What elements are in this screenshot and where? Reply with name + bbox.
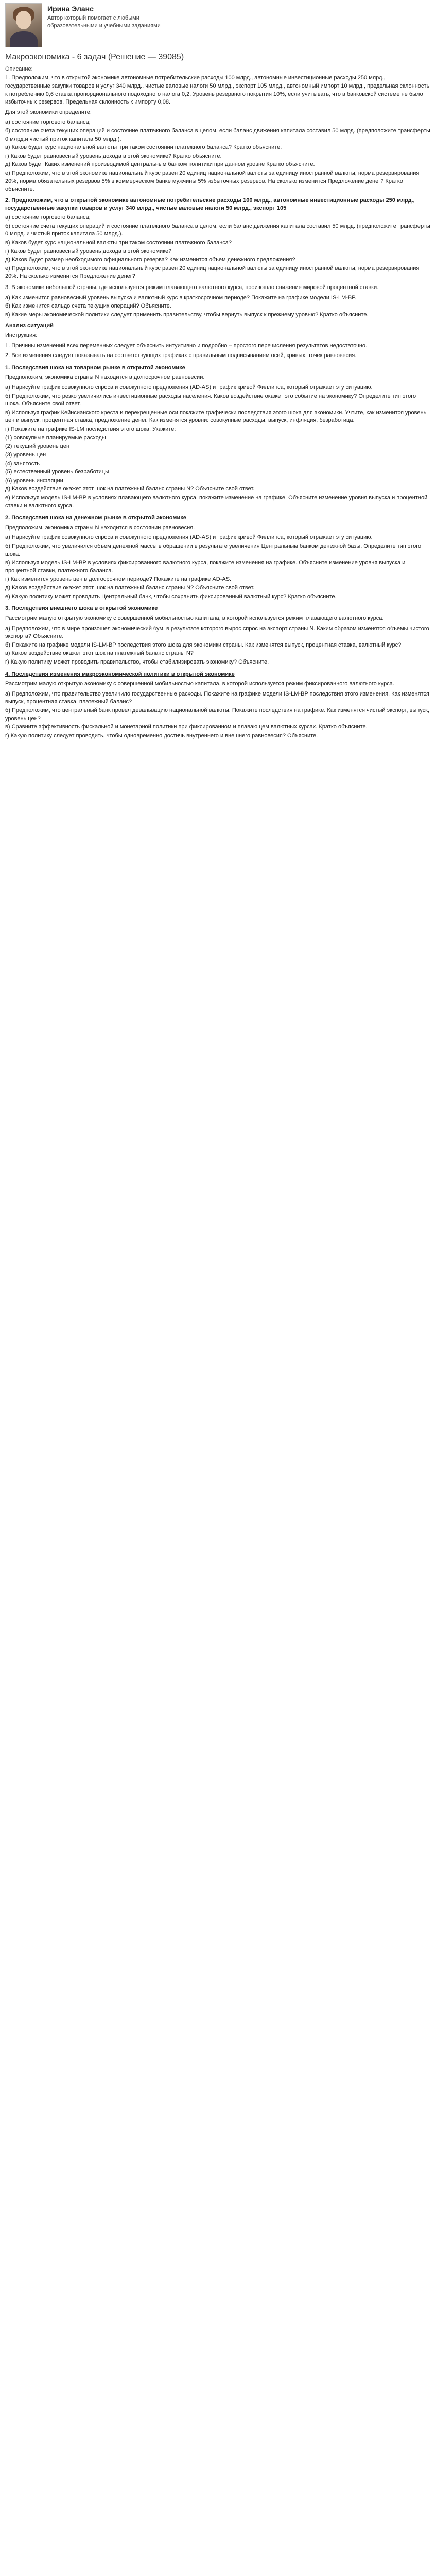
list-item: (6) уровень инфляции [5, 477, 63, 484]
case-title: 3. Последствия внешнего шока в открытой экономике [5, 605, 158, 612]
list-item: г) Каков будет равновесный уровень дохода в этой экономике? [5, 248, 172, 255]
analysis-section [5, 322, 431, 740]
list-item: (2) текущий уровень цен [5, 443, 70, 450]
list-item: в) Используя график Кейнсианского креста и перекрещенные оси покажите графически последствия этого шока для экономики. Учтите, как изменится уровень цен и выпуск, процентная ставка, предложение денег. Как изменятся уровни: совокупные расходы, выпуск, инфляция, безработица. [5, 409, 427, 424]
list-item: б) Предположим, что центральный банк провел девальвацию национальной валюты. Покажите последствия на графике. Как изменятся чистый экспорт, выпуск, уровень цен? [5, 707, 429, 722]
list-item: а) Предположим, что в мире произошел экономический бум, в результате которого вырос спрос на экспорт страны N. Каким образом изменятся объемы чистого экспорта? Объясните. [5, 625, 429, 640]
task-3 [5, 284, 431, 319]
list-item: б) Как изменится сальдо счета текущих операций? Объясните. [5, 303, 171, 310]
list-item: в) Каков будет курс национальной валюты при таком состоянии платежного баланса? [5, 239, 232, 246]
instruction-label: Инструкция: [5, 332, 38, 338]
list-item: б) состояние счета текущих операций и состояние платежного баланса в целом, если баланс движения капитала составил 50 млрд. (предположите трансферты 0 млрд. и чистый приток капитала 50 млрд.). [5, 223, 430, 238]
task-1-intro: Для этой экономики определите: [5, 109, 92, 115]
author-info [47, 3, 181, 30]
list-item: е) Предположим, что в этой экономике национальный курс равен 20 единиц национальной валюты за единицу иностранной валюты, норма резервирования 20%. На сколько изменится Предложение денег? [5, 265, 420, 280]
analysis-case-1 [5, 364, 431, 510]
document-title: Макроэкономика - 6 задач (Решение — 39085) [5, 53, 184, 61]
analysis-case-2 [5, 514, 431, 601]
list-item: в) Используя модель IS-LM-BP в условиях фиксированного валютного курса, покажите изменения на графике. Объясните изменение уровня выпуска и процентной ставки, платежного баланса. [5, 560, 406, 574]
case-text: Предположим, экономика страны N находится в состоянии равновесия. [5, 524, 195, 531]
list-item: б) Покажите на графике модели IS-LM-BP последствия этого шока для экономики страны. Как изменятся выпуск, процентная ставка, валютный курс? [5, 641, 402, 648]
task-1-items [5, 118, 431, 193]
list-item: (3) уровень цен [5, 451, 46, 458]
list-item: е) Какую политику может проводить Центральный банк, чтобы сохранить фиксированный валютный курс? Кратко объясните. [5, 593, 337, 600]
list-item: в) Каков будет курс национальной валюты при таком состоянии платежного баланса? Кратко объясните. [5, 144, 282, 151]
list-item: д) Каков воздействие окажет этот шок на платежный баланс страны N? Объясните свой ответ. [5, 585, 255, 591]
author-bio: Автор который помогает с любыми образовательными и учебными заданиями [47, 14, 161, 29]
list-item: а) Как изменится равновесный уровень выпуска и валютный курс в краткосрочном периоде? Покажите на графике модели IS-LM-BP. [5, 294, 357, 301]
analysis-case-3 [5, 605, 431, 666]
list-item: (1) совокупные планируемые расходы [5, 434, 106, 441]
list-item: а) состояние торгового баланса; [5, 214, 91, 221]
case-items [5, 534, 431, 601]
case-items [5, 690, 431, 740]
list-item: г) Какую политику может проводить правительство, чтобы стабилизировать экономику? Объясните. [5, 658, 269, 665]
list-item: д) Каков будет размер необходимого официального резерва? Как изменится объем денежного предложения? [5, 257, 295, 263]
case-text: Рассмотрим малую открытую экономику с совершенной мобильностью капитала, в которой используется режим фиксированного валютного курса. [5, 681, 394, 687]
list-item: а) Нарисуйте график совокупного спроса и совокупного предложения (AD-AS) и график кривой Филлипса, который отражает эту ситуацию. [5, 534, 373, 541]
list-item: в) Сравните эффективность фискальной и монетарной политики при фиксированном и плавающем валютных курсах. Кратко объясните. [5, 724, 368, 731]
description-caption: Описание: [5, 65, 33, 72]
task-3-items [5, 294, 431, 319]
avatar-face [16, 11, 31, 29]
instruction-2: 2. Все изменения следует показывать на соответствующих графиках с правильным подписыванием осей, кривых, точек равновесия. [5, 352, 357, 359]
list-item: б) Предположим, что резко увеличились инвестиционные расходы населения. Каков воздействие окажет это событие на экономику? Определите тип этого шока. Объясните свой ответ. [5, 393, 416, 408]
list-item: (5) естественный уровень безработицы [5, 469, 109, 476]
avatar-body [10, 31, 38, 47]
list-item: б) состояние счета текущих операций и состояние платежного баланса в целом, если баланс движения капитала составил 50 млрд. (предположите трансферты 0 млрд.и чистый приток капитала 50 млрд.). [5, 127, 430, 142]
author-header [5, 3, 431, 47]
list-item: а) Нарисуйте график совокупного спроса и совокупного предложения (AD-AS) и график кривой Филлипса, который отражает эту ситуацию. [5, 384, 373, 391]
list-item: а) Предположим, что правительство увеличило государственные расходы. Покажите на графике модели IS-LM-BP последствия этого изменения. Как изменятся выпуск, процентная ставка, платежный баланс? [5, 690, 429, 705]
list-item: д) Каков воздействие окажет этот шок на платежный баланс страны N? Объясните свой ответ. [5, 486, 255, 493]
task-3-text: 3. В экономике небольшой страны, где используется режим плавающего валютного курса, произошло снижение мировой процентной ставки. [5, 284, 379, 291]
list-item: а) состояние торгового баланса; [5, 119, 91, 126]
list-item: г) Каков будет равновесный уровень дохода в этой экономике? Кратко объясните. [5, 152, 222, 159]
author-name[interactable]: Ирина Эланс [47, 5, 94, 13]
analysis-case-4 [5, 671, 431, 740]
case-text: Предположим, экономика страны N находится в долгосрочном равновесии. [5, 374, 205, 381]
list-item: г) Как изменится уровень цен в долгосрочном периоде? Покажите на графике AD-AS. [5, 576, 232, 583]
list-item: (4) занятость [5, 460, 40, 467]
list-item: в) Какое воздействие окажет этот шок на платежный баланс страны N? [5, 650, 194, 657]
list-item: г) Какую политику следует проводить, чтобы одновременно достичь внутреннего и внешнего равновесия? Объясните. [5, 732, 318, 739]
list-item: г) Покажите на графике IS-LM последствия этого шока. Укажите: [5, 426, 176, 433]
page [0, 0, 436, 748]
case-title: 1. Последствия шока на товарном рынке в открытой экономике [5, 364, 185, 371]
list-item: е) Предположим, что в этой экономике национальный курс равен 20 единиц национальной валюты за единицу иностранной валюты, норма резервирования 20%, норма обязательных резервов 5% в коммерческом банке мужчины 5% избыточных резервов. На сколько изменится Предложение денег? Кратко объясните. [5, 170, 420, 193]
case-items [5, 384, 431, 510]
author-avatar[interactable] [5, 3, 42, 47]
analysis-title: Анализ ситуаций [5, 323, 54, 329]
task-1-text: 1. Предположим, что в открытой экономике автономные потребительские расходы 100 млрд., автономные инвестиционные расходы 250 млрд., государственные закупки товаров и услуг 340 млрд., чистые валовые налоги 50 млрд., экспорт 105 млрд., автономный импорт 10 млрд., предельная склонность к потреблению 0,6 ставка пропорционального подоходного налога 0,2. Уровень резервного покрытия 10%, если учитывать, что в банковской системе не было избыточных резервов. Предельная склонность к импорту 0,08. [5, 75, 430, 106]
list-item: е) Используя модель IS-LM-BP в условиях плавающего валютного курса, покажите изменение на графике. Объясните изменение уровня выпуска и процентной ставки и валютного курса. [5, 494, 428, 509]
task-2 [5, 197, 431, 281]
list-item: б) Предположим, что увеличился объем денежной массы в обращении в результате увеличения Центральным банком денежной базы. Определите тип этого шока. [5, 543, 422, 557]
list-item: д) Каков будет Каких изменений производимой центральным банком политики при данном уровне Кратко объясните. [5, 161, 315, 168]
case-title: 4. Последствия изменения макроэкономической политики в открытой экономике [5, 671, 235, 677]
task-2-text: 2. Предположим, что в открытой экономике автономные потребительские расходы 100 млрд., автономные инвестиционные расходы 250 млрд., государственные закупки товаров и услуг 340 млрд., чистые валовые налоги 50 млрд., экспорт 105 [5, 197, 415, 212]
case-title: 2. Последствия шока на денежном рынке в открытой экономике [5, 515, 186, 521]
task-1 [5, 74, 431, 194]
case-text: Рассмотрим малую открытую экономику с совершенной мобильностью капитала, в которой используется режим плавающего валютного курса. [5, 615, 384, 621]
case-items [5, 625, 431, 667]
instruction-1: 1. Причины изменений всех переменных следует объяснить интуитивно и подробно – простого перечисления результатов недостаточно. [5, 342, 368, 349]
list-item: в) Какие меры экономической политики следует применить правительству, чтобы вернуть выпуск к прежнему уровню? Кратко объясните. [5, 311, 369, 318]
task-2-items [5, 214, 431, 281]
